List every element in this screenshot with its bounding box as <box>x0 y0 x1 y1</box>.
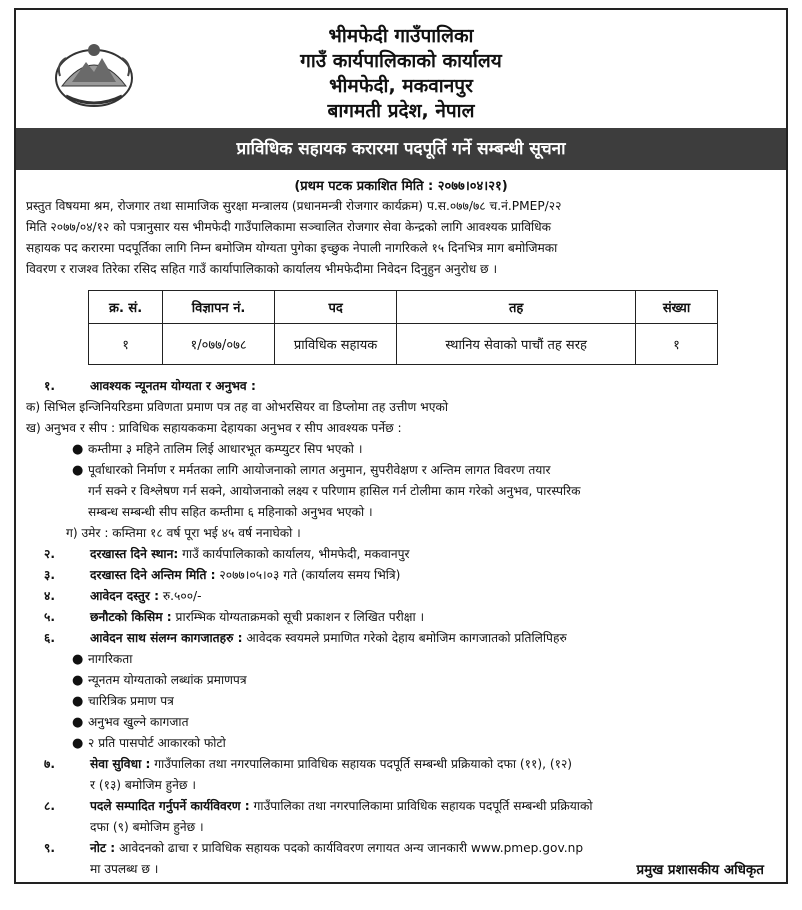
section-text: ग) उमेर : कम्तिमा १८ वर्ष पूरा भई ४५ वर्ष ननाघेको । <box>66 526 301 540</box>
section-5 <box>26 607 778 628</box>
col-post: पद <box>274 291 396 324</box>
vacancy-table <box>88 290 718 365</box>
section-text: आवेदनको ढाचा र प्राविधिक सहायक पदको कार्यविवरण लगायत अन्य जानकारी www.pmep.gov.np <box>115 841 584 855</box>
section-9 <box>26 838 778 859</box>
org-line-3: भीमफेदी, मकवानपुर <box>329 75 473 97</box>
list-item-continuation <box>26 481 778 502</box>
section-6 <box>26 628 778 649</box>
bullet-icon: ● <box>72 715 84 730</box>
section-1-heading <box>26 376 778 397</box>
section-title: आवेदन दस्तुर : <box>90 589 159 603</box>
section-title: सेवा सुविधा : <box>90 757 151 771</box>
table-header-row <box>89 291 718 324</box>
section-text: रु.५००/- <box>158 589 202 603</box>
section-1c <box>26 523 778 544</box>
bullet-icon: ● <box>72 442 84 457</box>
section-title: छनौटको किसिम : <box>90 610 172 624</box>
section-text: र (१३) बमोजिम हुनेछ । <box>90 778 196 792</box>
list-item-continuation <box>26 502 778 523</box>
section-text: २०७७।०५।०३ गते (कार्यालय समय भित्रि) <box>215 568 401 582</box>
section-7-continuation <box>26 775 778 796</box>
list-item-text: गर्न सक्ने र विश्लेषण गर्न सक्ने, आयोजनाको लक्ष्य र परिणाम हासिल गर्न टोलीमा काम गरेको अनुभव, पारस्परिक <box>88 484 581 498</box>
section-text: मा उपलब्ध छ । <box>90 862 159 876</box>
list-item-text: चारित्रिक प्रमाण पत्र <box>88 694 174 708</box>
section-number: ८. <box>44 799 55 813</box>
intro-line: विवरण र राजश्व तिरेका रसिद सहित गाउँ कार्यापालिकाको कार्यालय भीमफेदीमा निवेदन दिनुहुन अनुरोध छ । <box>26 262 498 276</box>
section-number: ९. <box>44 841 55 855</box>
list-item-text: अनुभव खुल्ने कागजात <box>88 715 189 729</box>
section-text: गाउँ कार्यपालिकाको कार्यालय, भीमफेदी, मकवानपुर <box>178 547 410 561</box>
cell-serial: १ <box>89 324 163 365</box>
list-item-text: २ प्रति पासपोर्ट आकारको फोटो <box>88 736 226 750</box>
col-level: तह <box>397 291 636 324</box>
section-title: पदले सम्पादित गर्नुपर्ने कार्यविवरण : <box>90 799 250 813</box>
list-item-text: पूर्वाधारको निर्माण र मर्मतका लागि आयोजनाको लागत अनुमान, सुपरीवेक्षण र अन्तिम लागत विवरण तयार <box>88 463 551 477</box>
section-7 <box>26 754 778 775</box>
bullet-icon: ● <box>72 673 84 688</box>
section-number: ५. <box>44 610 55 624</box>
intro-line: सहायक पद करारमा पदपूर्तिका लागि निम्न बमोजिम योग्यता पुगेका इच्छुक नेपाली नागरिकले १५ दिनभित्र माग बमोजिमका <box>26 241 558 255</box>
list-item <box>26 712 778 733</box>
section-number: ६. <box>44 631 55 645</box>
list-item-text: कम्तीमा ३ महिने तालिम लिई आधारभूत कम्प्युटर सिप भएको । <box>88 442 363 456</box>
col-ad-number: विज्ञापन नं. <box>163 291 275 324</box>
org-line-4: बागमती प्रदेश, नेपाल <box>327 100 475 122</box>
section-text: आवेदक स्वयमले प्रमाणित गरेको देहाय बमोजिम कागजातको प्रतिलिपिहरु <box>242 631 567 645</box>
nepal-government-emblem-icon <box>52 36 136 110</box>
section-text: प्रारम्भिक योग्यताक्रमको सूची प्रकाशन र लिखित परीक्षा । <box>171 610 425 624</box>
intro-line: प्रस्तुत विषयमा श्रम, रोजगार तथा सामाजिक सुरक्षा मन्त्रालय (प्रधानमन्त्री रोजगार कार्यक्रम) प.स.०७७/७८ च.नं.PMEP/२२ <box>26 199 562 213</box>
section-number: २. <box>44 547 55 561</box>
section-title: दरखास्त दिने स्थान: <box>90 547 179 561</box>
notice-title-banner: प्राविधिक सहायक करारमा पदपूर्ति गर्ने सम्बन्धी सूचना <box>16 128 786 170</box>
section-text: गाउँपालिका तथा नगरपालिकामा प्राविधिक सहायक पदपूर्ति सम्बन्धी प्रक्रियाको <box>249 799 593 813</box>
intro-line: मिति २०७७/०४/१२ को पत्रानुसार यस भीमफेदी गाउँपालिकामा सञ्चालित रोजगार सेवा केन्द्रको लागि आवश्यक प्राविधिक <box>26 220 552 234</box>
section-title: नोट : <box>90 841 116 855</box>
section-number: १. <box>44 379 55 393</box>
list-item-text: न्यूनतम योग्यताको लब्धांक प्रमाणपत्र <box>88 673 247 687</box>
section-8 <box>26 796 778 817</box>
cell-post: प्राविधिक सहायक <box>274 324 396 365</box>
bullet-icon: ● <box>72 694 84 709</box>
list-item <box>26 670 778 691</box>
list-item <box>26 733 778 754</box>
section-title: आवश्यक न्यूनतम योग्यता र अनुभव : <box>90 379 256 393</box>
section-title: आवेदन साथ संलग्न कागजातहरु : <box>90 631 243 645</box>
intro-paragraph <box>26 196 778 280</box>
org-line-2: गाउँ कार्यपालिकाको कार्यालय <box>300 50 502 72</box>
bullet-icon: ● <box>72 463 84 478</box>
list-item <box>26 649 778 670</box>
table-row <box>89 324 718 365</box>
section-text: ख) अनुभव र सीप : प्राविधिक सहायककमा देहायका अनुभव र सीप आवश्यक पर्नेछ : <box>26 421 402 435</box>
list-item-text: सम्बन्ध सम्बन्धी सीप सहित कम्तीमा ६ महिनाको अनुभव भएको । <box>88 505 373 519</box>
publish-date: (प्रथम पटक प्रकाशित मिति : २०७७।०४।२१) <box>294 179 508 194</box>
section-text: क) सिभिल इन्जिनियरिडमा प्रविणता प्रमाण पत्र तह वा ओभरसियर वा डिप्लोमा तह उत्तीण भएको <box>26 400 448 414</box>
section-number: ३. <box>44 568 55 582</box>
notice-body <box>26 376 778 880</box>
list-item <box>26 460 778 481</box>
notice-header <box>16 10 786 128</box>
section-text: दफा (९) बमोजिम हुनेछ । <box>90 820 204 834</box>
section-number: ७. <box>44 757 55 771</box>
section-8-continuation <box>26 817 778 838</box>
cell-level: स्थानिय सेवाको पाचौं तह सरह <box>397 324 636 365</box>
section-text: गाउँपालिका तथा नगरपालिकामा प्राविधिक सहायक पदपूर्ति सम्बन्धी प्रक्रियाको दफा (११), (१२) <box>150 757 573 771</box>
section-4 <box>26 586 778 607</box>
list-item-text: नागरिकता <box>88 652 133 666</box>
section-1a <box>26 397 778 418</box>
org-line-1: भीमफेदी गाउँपालिका <box>328 25 474 47</box>
cell-ad-number: १/०७७/०७८ <box>163 324 275 365</box>
notice-frame <box>14 8 788 884</box>
section-3 <box>26 565 778 586</box>
bullet-icon: ● <box>72 652 84 667</box>
cell-count: १ <box>636 324 718 365</box>
signatory-title: प्रमुख प्रशासकीय अधिकृत <box>636 862 764 878</box>
section-2 <box>26 544 778 565</box>
section-1b <box>26 418 778 439</box>
list-item <box>26 439 778 460</box>
col-serial: क्र. सं. <box>89 291 163 324</box>
list-item <box>26 691 778 712</box>
section-number: ४. <box>44 589 55 603</box>
col-count: संख्या <box>636 291 718 324</box>
bullet-icon: ● <box>72 736 84 751</box>
section-title: दरखास्त दिने अन्तिम मिति : <box>90 568 216 582</box>
organization-name <box>186 24 616 124</box>
